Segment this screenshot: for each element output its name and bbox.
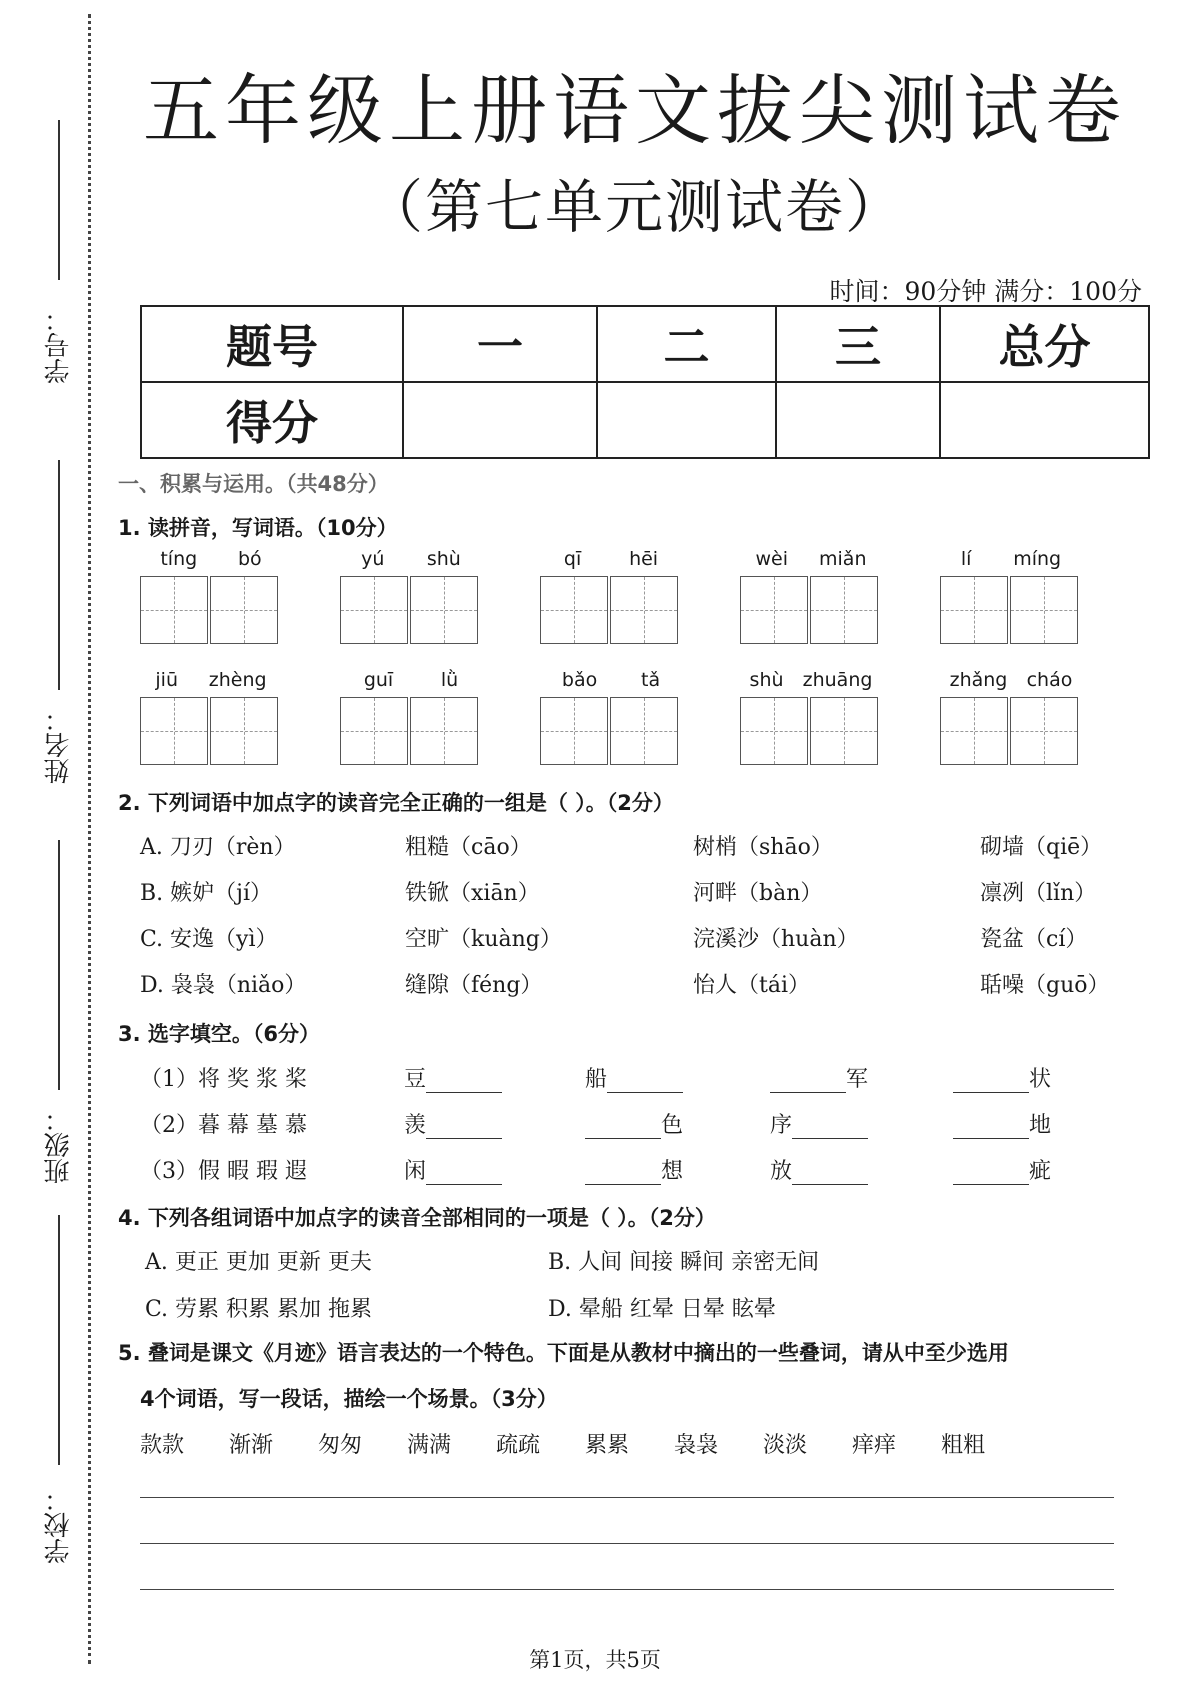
q3-fill-item[interactable] <box>770 1154 868 1185</box>
q4-option-d[interactable]: D. 晕船 红晕 日晕 眩晕 <box>548 1297 776 1322</box>
q5-word: 累累 <box>585 1433 630 1458</box>
q3-fill-item[interactable] <box>953 1062 1051 1093</box>
pinyin-row <box>740 548 882 576</box>
question-2: 2. 下列词语中加点字的读音完全正确的一组是（ ）。（2分） <box>118 791 674 815</box>
writing-line[interactable] <box>140 1543 1114 1544</box>
q2-word: 瓷盆（cí） <box>980 927 1088 952</box>
q3-word-char: 疵 <box>1029 1159 1052 1184</box>
q3-word-char: 地 <box>1029 1113 1052 1138</box>
writing-box[interactable] <box>810 576 878 644</box>
question-5-line2: 4个词语，写一段话，描绘一个场景。（3分） <box>140 1387 558 1411</box>
pinyin-group <box>540 669 682 765</box>
writing-boxes <box>740 697 882 765</box>
q5-word: 渐渐 <box>229 1433 274 1458</box>
q2-word: 浣溪沙（huàn） <box>693 927 859 952</box>
q2-word: 凛冽（lǐn） <box>980 881 1097 906</box>
q2-option[interactable]: C. 安逸（yì） <box>140 927 278 952</box>
q3-char-set: （3）假 暇 瑕 遐 <box>140 1159 307 1184</box>
score-cell[interactable] <box>403 382 597 458</box>
fill-blank[interactable] <box>953 1118 1029 1139</box>
fill-blank[interactable] <box>953 1072 1029 1093</box>
q5-word: 款款 <box>140 1433 185 1458</box>
pinyin-group <box>740 548 882 644</box>
fill-blank[interactable] <box>585 1164 661 1185</box>
header-cell: 总分 <box>940 306 1149 382</box>
fill-blank[interactable] <box>953 1164 1029 1185</box>
score-row-label: 得分 <box>141 382 403 458</box>
name-underline <box>58 460 60 690</box>
pinyin-syllable: zhuāng <box>802 669 873 691</box>
q5-word: 淡淡 <box>763 1433 808 1458</box>
score-row <box>141 382 1149 458</box>
q2-word: 砌墙（qiē） <box>980 835 1103 860</box>
pinyin-syllable: wèi <box>755 548 789 570</box>
writing-box[interactable] <box>940 576 1008 644</box>
score-table <box>140 305 1150 459</box>
pinyin-syllable: hēi <box>629 548 659 570</box>
writing-box[interactable] <box>140 576 208 644</box>
score-cell[interactable] <box>597 382 776 458</box>
writing-boxes <box>540 576 682 644</box>
pinyin-group <box>940 669 1082 765</box>
writing-box[interactable] <box>210 697 278 765</box>
q3-fill-item[interactable] <box>585 1062 683 1093</box>
q3-word-char: 羡 <box>404 1113 427 1138</box>
header-cell: 三 <box>776 306 940 382</box>
pinyin-row <box>340 548 482 576</box>
q3-fill-item[interactable] <box>770 1108 868 1139</box>
page-footer: 第1页，共5页 <box>529 1648 661 1672</box>
q3-fill-item[interactable] <box>953 1108 1051 1139</box>
pinyin-syllable: jiū <box>155 669 178 691</box>
writing-box[interactable] <box>1010 576 1078 644</box>
writing-boxes <box>540 697 682 765</box>
page-title: 五年级上册语文拔尖测试卷 <box>143 66 1127 155</box>
writing-boxes <box>140 576 282 644</box>
fill-blank[interactable] <box>426 1118 502 1139</box>
pinyin-syllable: guī <box>363 669 394 691</box>
score-cell[interactable] <box>940 382 1149 458</box>
writing-box[interactable] <box>740 576 808 644</box>
fill-blank[interactable] <box>770 1072 846 1093</box>
pinyin-group <box>140 548 282 644</box>
q3-char-set: （2）暮 幕 墓 慕 <box>140 1113 307 1138</box>
writing-box[interactable] <box>140 697 208 765</box>
question-4: 4. 下列各组词语中加点字的读音全部相同的一项是（ ）。（2分） <box>118 1206 716 1230</box>
q2-word: 河畔（bàn） <box>693 881 823 906</box>
time-info: 时间：90分钟 满分：100分 <box>829 277 1142 306</box>
writing-box[interactable] <box>340 576 408 644</box>
writing-box[interactable] <box>810 697 878 765</box>
q4-option-c[interactable]: C. 劳累 积累 累加 拖累 <box>145 1297 373 1322</box>
pinyin-row <box>540 548 682 576</box>
writing-box[interactable] <box>940 697 1008 765</box>
question-1: 1. 读拼音，写词语。（10分） <box>118 516 398 540</box>
q2-word: 怡人（tái） <box>693 973 810 998</box>
student-id-label: 学号： <box>44 306 74 384</box>
writing-boxes <box>940 576 1082 644</box>
score-header-row <box>141 306 1149 382</box>
q3-fill-item[interactable] <box>770 1062 868 1093</box>
pinyin-group <box>740 669 882 765</box>
writing-box[interactable] <box>1010 697 1078 765</box>
writing-box[interactable] <box>540 697 608 765</box>
pinyin-row <box>140 669 282 697</box>
pinyin-row <box>940 669 1082 697</box>
page-subtitle: （第七单元测试卷） <box>364 173 905 241</box>
pinyin-row <box>140 548 282 576</box>
pinyin-group <box>340 548 482 644</box>
pinyin-syllable: lǜ <box>440 669 459 691</box>
header-cell: 题号 <box>141 306 403 382</box>
pinyin-row <box>540 669 682 697</box>
writing-box[interactable] <box>540 576 608 644</box>
q3-word-char: 放 <box>770 1159 793 1184</box>
pinyin-syllable: zhèng <box>208 669 267 691</box>
writing-box[interactable] <box>610 697 678 765</box>
writing-boxes <box>740 576 882 644</box>
pinyin-row <box>340 669 482 697</box>
question-3: 3. 选字填空。（6分） <box>118 1022 321 1046</box>
writing-boxes <box>940 697 1082 765</box>
q3-word-char: 序 <box>770 1113 793 1138</box>
q2-word: 聒噪（guō） <box>980 973 1110 998</box>
pinyin-group <box>340 669 482 765</box>
fill-blank[interactable] <box>426 1164 502 1185</box>
q2-word: 树梢（shāo） <box>693 835 833 860</box>
class-underline <box>58 840 60 1090</box>
pinyin-syllable: míng <box>1013 548 1062 570</box>
school-underline <box>58 1215 60 1465</box>
q2-word: 缝隙（féng） <box>405 973 543 998</box>
q3-char-set: （1）将 奖 浆 桨 <box>140 1067 307 1092</box>
class-label: 班级： <box>44 1106 74 1184</box>
q3-word-char: 状 <box>1029 1067 1052 1092</box>
cut-line <box>88 14 91 1664</box>
fill-blank[interactable] <box>585 1118 661 1139</box>
header-cell: 一 <box>403 306 597 382</box>
pinyin-group <box>940 548 1082 644</box>
q5-word: 袅袅 <box>674 1433 719 1458</box>
pinyin-syllable: zhǎng <box>949 669 1008 691</box>
section-heading: 一、积累与运用。（共48分） <box>118 472 389 496</box>
fill-blank[interactable] <box>607 1072 683 1093</box>
q3-word-char: 色 <box>661 1113 684 1138</box>
q2-word: 粗糙（cāo） <box>405 835 532 860</box>
pinyin-group <box>540 548 682 644</box>
q3-fill-item[interactable] <box>404 1154 502 1185</box>
q5-word: 满满 <box>407 1433 452 1458</box>
pinyin-syllable: bǎo <box>561 669 598 691</box>
q4-option-b[interactable]: B. 人间 间接 瞬间 亲密无间 <box>548 1250 820 1275</box>
id-underline <box>58 120 60 280</box>
q2-option[interactable]: A. 刀刃（rèn） <box>140 835 296 860</box>
writing-line[interactable] <box>140 1497 1114 1498</box>
pinyin-row <box>740 669 882 697</box>
writing-box[interactable] <box>410 576 478 644</box>
pinyin-syllable: shù <box>749 669 784 691</box>
q3-word-char: 闲 <box>404 1159 427 1184</box>
q3-word-char: 军 <box>846 1067 869 1092</box>
pinyin-syllable: tíng <box>160 548 198 570</box>
fill-blank[interactable] <box>426 1072 502 1093</box>
q5-word: 匆匆 <box>318 1433 363 1458</box>
header-cell: 二 <box>597 306 776 382</box>
pinyin-syllable: qī <box>563 548 582 570</box>
q3-fill-item[interactable] <box>404 1108 502 1139</box>
q3-fill-item[interactable] <box>404 1062 502 1093</box>
writing-box[interactable] <box>210 576 278 644</box>
writing-box[interactable] <box>740 697 808 765</box>
school-label: 学校： <box>44 1486 74 1564</box>
pinyin-syllable: tǎ <box>641 669 661 691</box>
writing-line[interactable] <box>140 1589 1114 1590</box>
q3-fill-item[interactable] <box>953 1154 1051 1185</box>
pinyin-syllable: lí <box>960 548 972 570</box>
writing-box[interactable] <box>410 697 478 765</box>
writing-box[interactable] <box>610 576 678 644</box>
pinyin-syllable: yú <box>361 548 385 570</box>
fill-blank[interactable] <box>792 1164 868 1185</box>
question-5-line1: 5. 叠词是课文《月迹》语言表达的一个特色。下面是从教材中摘出的一些叠词，请从中至少选用 <box>118 1341 1009 1365</box>
q3-word-char: 想 <box>661 1159 684 1184</box>
q5-word: 疏疏 <box>496 1433 541 1458</box>
q3-word-char: 豆 <box>404 1067 427 1092</box>
q2-option[interactable]: B. 嫉妒（jí） <box>140 881 273 906</box>
q3-word-char: 船 <box>585 1067 608 1092</box>
writing-box[interactable] <box>340 697 408 765</box>
q2-word: 空旷（kuàng） <box>405 927 562 952</box>
q4-option-a[interactable]: A. 更正 更加 更新 更夫 <box>145 1250 372 1275</box>
pinyin-row <box>940 548 1082 576</box>
q2-word: 铁锨（xiān） <box>405 881 540 906</box>
writing-boxes <box>340 697 482 765</box>
q3-fill-item[interactable] <box>585 1154 683 1185</box>
pinyin-syllable: bó <box>237 548 262 570</box>
q5-word: 痒痒 <box>852 1433 897 1458</box>
writing-boxes <box>340 576 482 644</box>
student-name-label: 姓名： <box>44 706 74 784</box>
writing-boxes <box>140 697 282 765</box>
pinyin-syllable: shù <box>426 548 461 570</box>
q2-option[interactable]: D. 袅袅（niǎo） <box>140 973 307 998</box>
score-cell[interactable] <box>776 382 940 458</box>
pinyin-syllable: miǎn <box>819 548 867 570</box>
q5-word: 粗粗 <box>941 1433 986 1458</box>
q3-fill-item[interactable] <box>585 1108 683 1139</box>
fill-blank[interactable] <box>792 1118 868 1139</box>
pinyin-syllable: cháo <box>1026 669 1073 691</box>
pinyin-group <box>140 669 282 765</box>
